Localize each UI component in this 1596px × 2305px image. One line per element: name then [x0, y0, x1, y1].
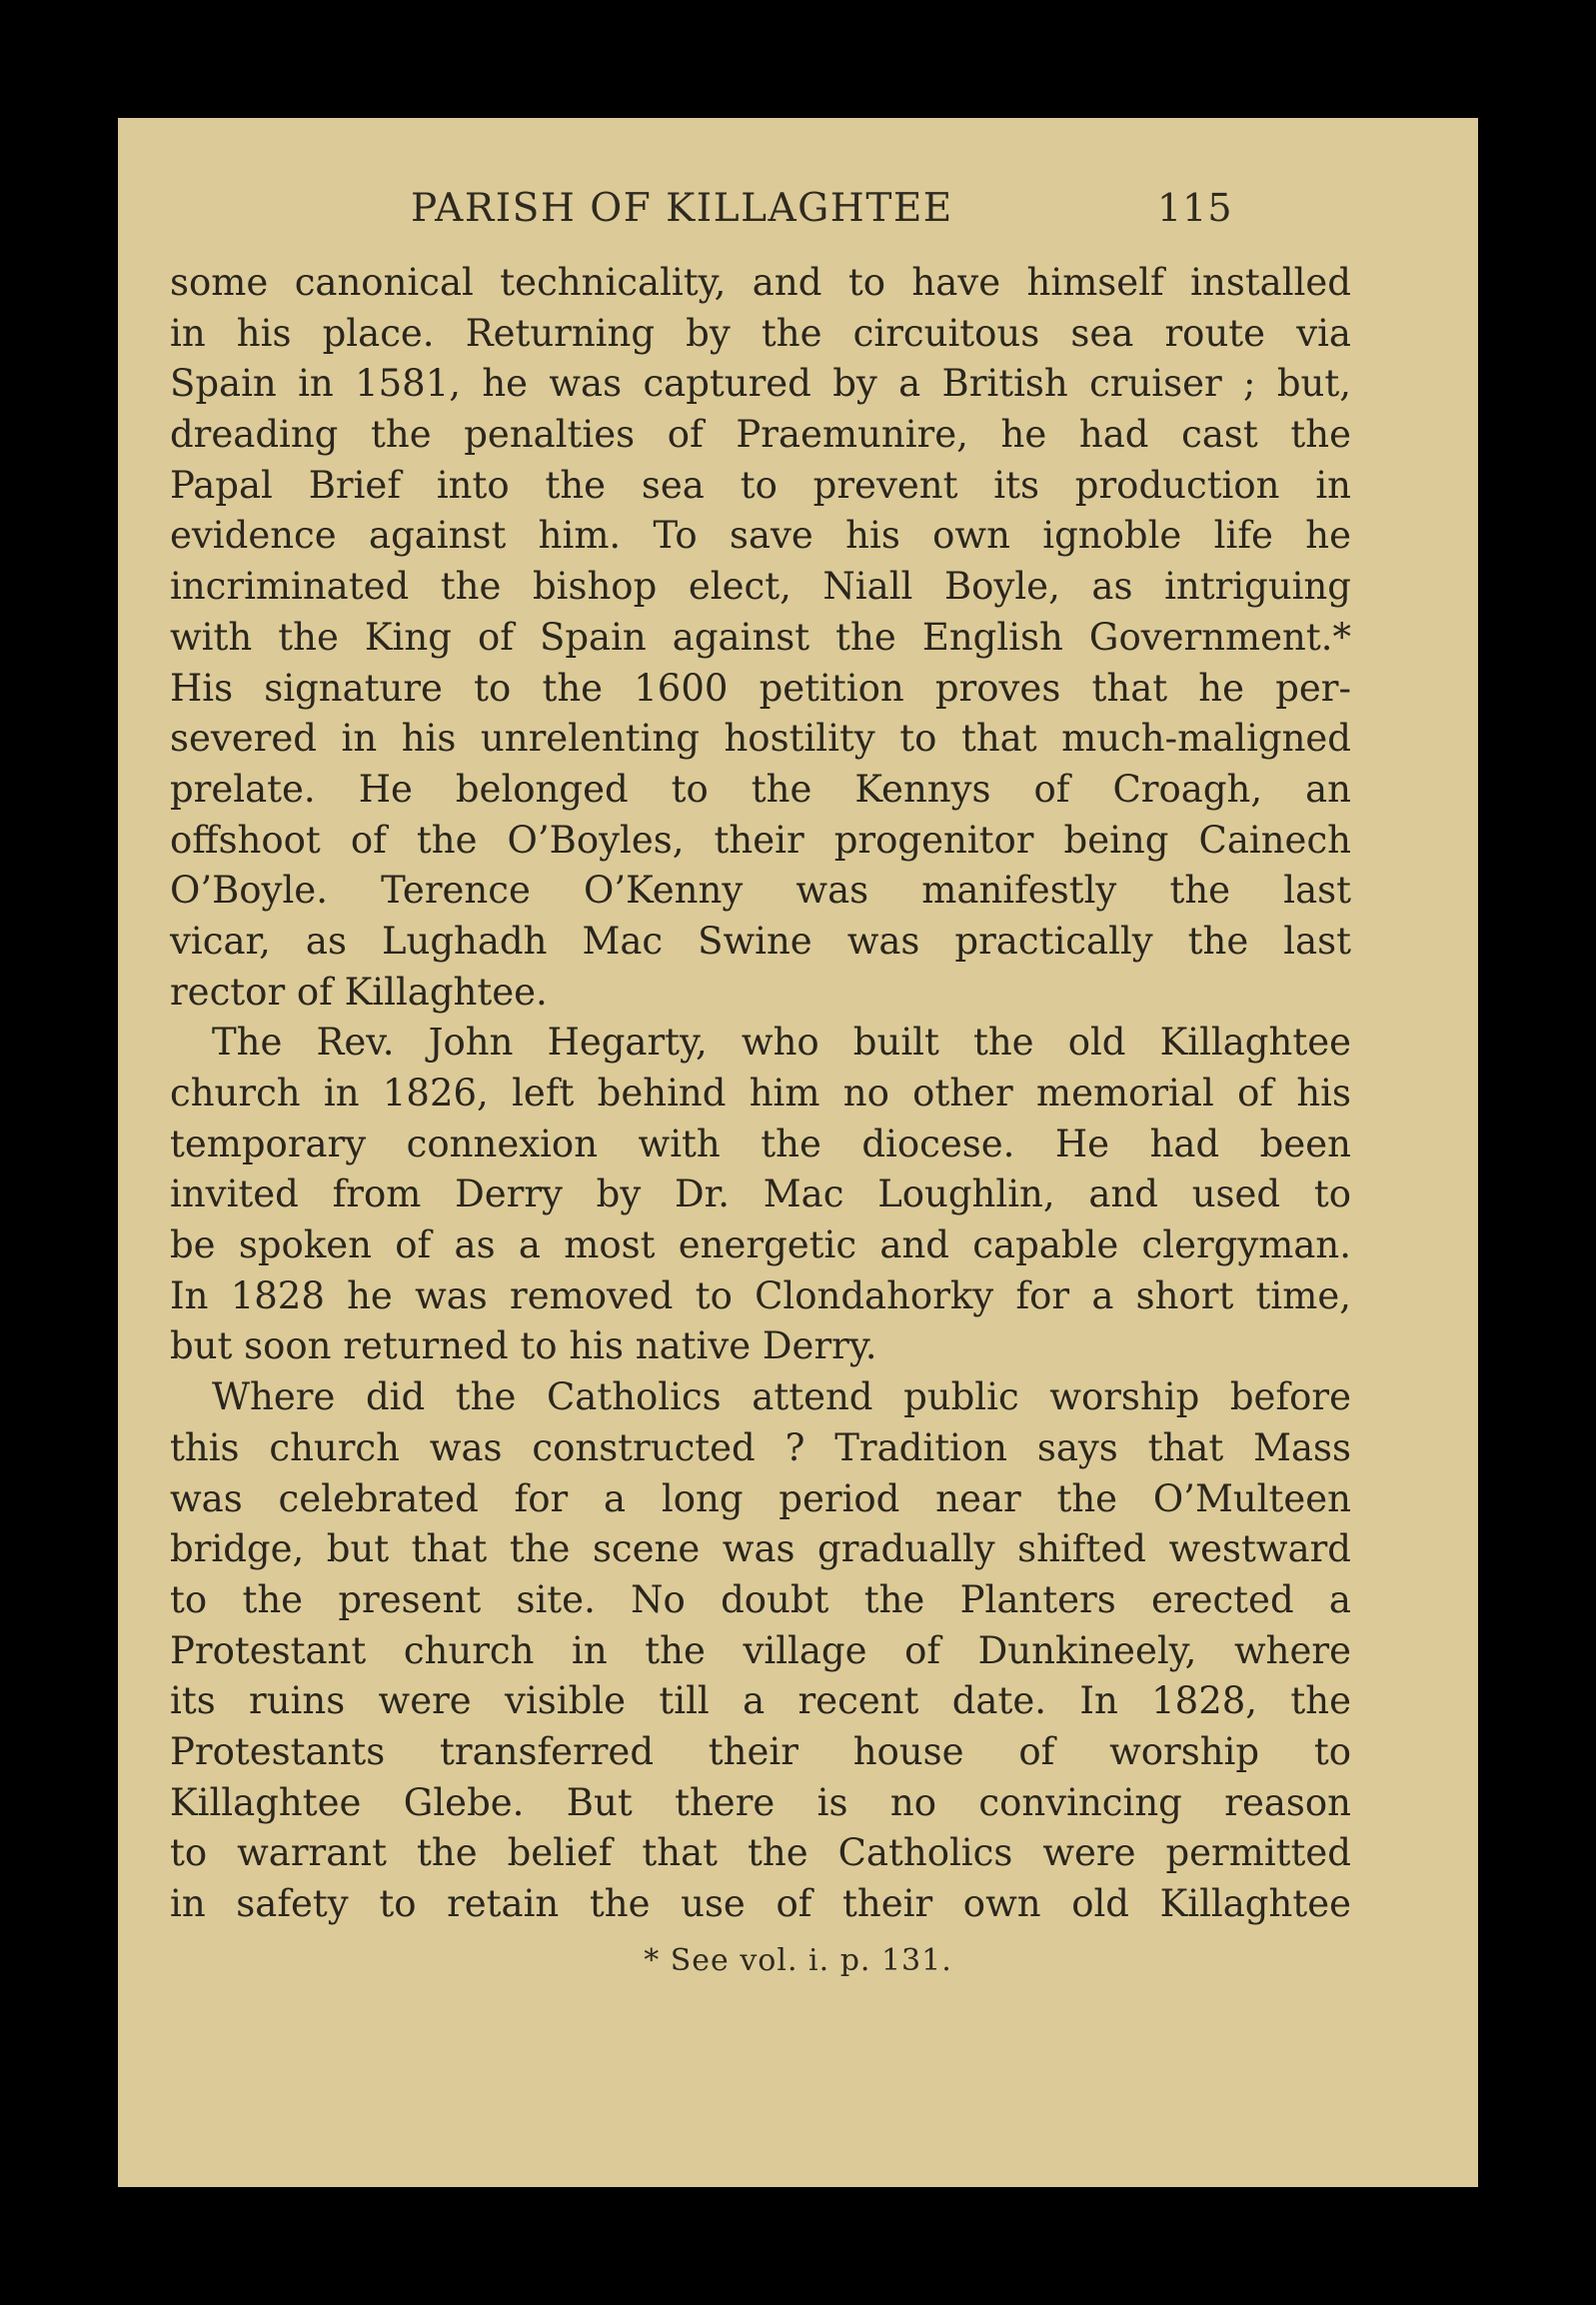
text-line: its ruins were visible till a recent date. In 1828, the — [170, 1679, 1351, 1723]
text-line: In 1828 he was removed to Clondahorky for a short time, — [170, 1273, 1351, 1317]
text-line: with the King of Spain against the English Government.* — [170, 615, 1351, 659]
text-line: Papal Brief into the sea to prevent its production in — [170, 463, 1351, 507]
text-line: in his place. Returning by the circuitous sea route via — [170, 311, 1351, 355]
text-line: in safety to retain the use of their own old Killaghtee — [170, 1882, 1351, 1925]
text-line: this church was constructed ? Tradition says that Mass — [170, 1425, 1351, 1469]
text-line: O’Boyle. Terence O’Kenny was manifestly the last — [170, 869, 1351, 913]
text-line: incriminated the bishop elect, Niall Boyle, as intriguing — [170, 565, 1351, 609]
text-line: Killaghtee Glebe. But there is no convincing reason — [170, 1780, 1351, 1824]
footnote: * See vol. i. p. 131. — [644, 1943, 952, 1978]
text-line: His signature to the 1600 petition proves that he per- — [170, 666, 1351, 710]
text-line: invited from Derry by Dr. Mac Loughlin, and used to — [170, 1172, 1351, 1216]
text-line: to warrant the belief that the Catholics were permitted — [170, 1831, 1351, 1875]
body-text — [170, 258, 1351, 1930]
text-line: church in 1826, left behind him no other memorial of his — [170, 1072, 1351, 1115]
page-header — [118, 170, 1478, 250]
text-line: be spoken of as a most energetic and capable clergyman. — [170, 1223, 1351, 1267]
book-page — [118, 118, 1478, 2187]
text-line: some canonical technicality, and to have himself installed — [170, 261, 1351, 304]
paragraph-start-line: Where did the Catholics attend public worship before — [212, 1375, 1351, 1419]
text-line: to the present site. No doubt the Planters erected a — [170, 1577, 1351, 1621]
text-line: Protestants transferred their house of worship to — [170, 1729, 1351, 1773]
text-line: evidence against him. To save his own ignoble life he — [170, 514, 1351, 558]
text-line: dreading the penalties of Praemunire, he had cast the — [170, 413, 1351, 457]
text-line: severed in his unrelenting hostility to that much-maligned — [170, 717, 1351, 761]
text-line: vicar, as Lughadh Mac Swine was practically the last — [170, 919, 1351, 963]
text-line: bridge, but that the scene was gradually shifted westward — [170, 1527, 1351, 1571]
paragraph-start-line: The Rev. John Hegarty, who built the old Killaghtee — [212, 1021, 1351, 1065]
text-line: prelate. He belonged to the Kennys of Croagh, an — [170, 767, 1351, 811]
text-line: Protestant church in the village of Dunkineely, where — [170, 1628, 1351, 1672]
paragraph-end-line: but soon returned to his native Derry. — [170, 1324, 877, 1368]
text-line: offshoot of the O’Boyles, their progenitor being Cainech — [170, 818, 1351, 862]
text-line: Spain in 1581, he was captured by a British cruiser ; but, — [170, 362, 1351, 406]
page-number: 115 — [1157, 186, 1233, 230]
running-title: PARISH OF KILLAGHTEE — [411, 186, 953, 231]
text-line: was celebrated for a long period near the O’Multeen — [170, 1476, 1351, 1520]
paragraph-end-line: rector of Killaghtee. — [170, 970, 548, 1014]
text-line: temporary connexion with the diocese. He had been — [170, 1122, 1351, 1165]
